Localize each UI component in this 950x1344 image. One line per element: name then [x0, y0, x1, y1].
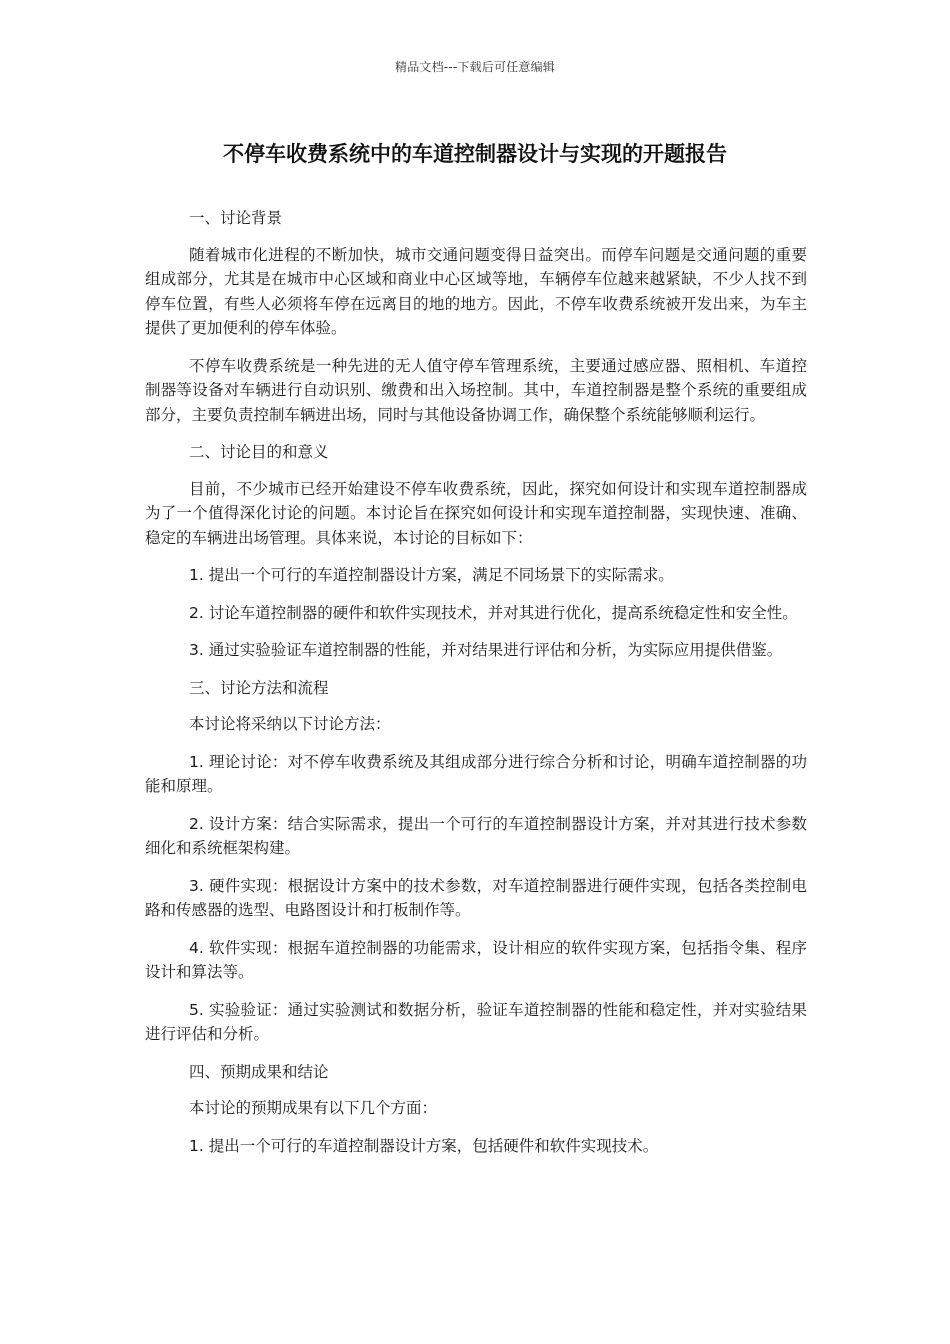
- document-body: [145, 206, 807, 1171]
- list-item: 1. 提出一个可行的车道控制器设计方案，包括硬件和软件实现技术。: [189, 1136, 659, 1155]
- list-item: 2. 设计方案：结合实际需求，提出一个可行的车道控制器设计方案，并对其进行技术参数细化和系统框架构建。: [145, 814, 807, 857]
- section-heading-background: 一、讨论背景: [189, 209, 283, 227]
- section-heading-purpose: 二、讨论目的和意义: [189, 443, 329, 461]
- list-item: 3. 硬件实现：根据设计方案中的技术参数，对车道控制器进行硬件实现，包括各类控制电路和传感器的选型、电路图设计和打板制作等。: [145, 876, 807, 919]
- paragraph: 目前，不少城市已经开始建设不停车收费系统，因此，探究如何设计和实现车道控制器成为了一个值得深化讨论的问题。本讨论旨在探究如何设计和实现车道控制器，实现快速、准确、稳定的车辆进出场管理。具体来说，本讨论的目标如下：: [145, 479, 807, 547]
- list-item: 1. 提出一个可行的车道控制器设计方案，满足不同场景下的实际需求。: [189, 566, 674, 584]
- list-item: 1. 理论讨论：对不停车收费系统及其组成部分进行综合分析和讨论，明确车道控制器的功能和原理。: [145, 752, 807, 795]
- header-note: 精品文档---下载后可任意编辑: [395, 60, 555, 74]
- list-item: 4. 软件实现：根据车道控制器的功能需求，设计相应的软件实现方案，包括指令集、程序设计和算法等。: [145, 938, 807, 981]
- list-item: 2. 讨论车道控制器的硬件和软件实现技术，并对其进行优化，提高系统稳定性和安全性。: [189, 603, 798, 622]
- paragraph: 本讨论的预期成果有以下几个方面：: [189, 1099, 438, 1117]
- paragraph: 不停车收费系统是一种先进的无人值守停车管理系统，主要通过感应器、照相机、车道控制器等设备对车辆进行自动识别、缴费和出入场控制。其中，车道控制器是整个系统的重要组成部分，主要负责控制车辆进出场，同时与其他设备协调工作，确保整个系统能够顺利运行。: [145, 356, 807, 424]
- list-item: 5. 实验验证：通过实验测试和数据分析，验证车道控制器的性能和稳定性，并对实验结果进行评估和分析。: [145, 1000, 807, 1043]
- section-heading-results: 四、预期成果和结论: [189, 1062, 329, 1081]
- paragraph: 随着城市化进程的不断加快，城市交通问题变得日益突出。而停车问题是交通问题的重要组成部分，尤其是在城市中心区域和商业中心区域等地，车辆停车位越来越紧缺，不少人找不到停车位置，有些人必须将车停在远离目的地的地方。因此，不停车收费系统被开发出来，为车主提供了更加便利的停车体验。: [145, 245, 807, 337]
- list-item: 3. 通过实验验证车道控制器的性能，并对结果进行评估和分析，为实际应用提供借鉴。: [189, 641, 783, 659]
- paragraph: 本讨论将采纳以下讨论方法：: [189, 715, 391, 733]
- document-title: 不停车收费系统中的车道控制器设计与实现的开题报告: [223, 142, 727, 166]
- section-heading-method: 三、讨论方法和流程: [189, 678, 329, 697]
